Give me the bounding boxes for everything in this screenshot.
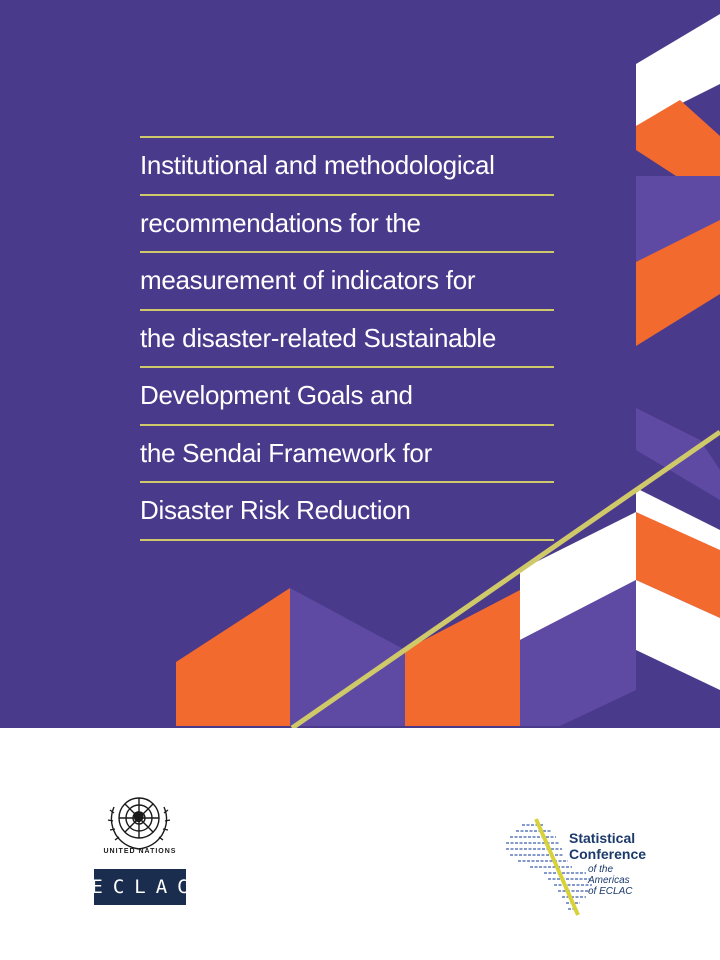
title-line: measurement of indicators for <box>140 265 476 296</box>
conference-subtitle <box>588 864 632 897</box>
conference-title-line: Statistical <box>569 830 636 846</box>
title-rule <box>140 539 554 541</box>
title-line: Institutional and methodological <box>140 150 495 181</box>
title-line: the disaster-related Sustainable <box>140 322 497 353</box>
lavender-block-left <box>290 588 405 726</box>
conference-subtitle-line: of ECLAC <box>588 886 633 897</box>
conference-subtitle-line: Americas <box>588 875 630 886</box>
conference-title-line: Conference <box>569 846 647 862</box>
united-nations-emblem-icon <box>106 789 172 851</box>
title-line: Disaster Risk Reduction <box>140 495 411 526</box>
lavender-stripe-middle <box>636 408 720 500</box>
orange-wedge-left <box>176 588 290 726</box>
title-block <box>140 136 554 541</box>
title-line: Development Goals and <box>140 380 413 411</box>
eclac-logo <box>91 869 199 905</box>
title-line: recommendations for the <box>140 207 421 238</box>
eclac-label: ECLAC <box>91 876 199 898</box>
conference-title <box>569 830 646 862</box>
united-nations-label: UNITED NATIONS <box>103 848 177 855</box>
conference-subtitle-line: of the <box>588 864 614 875</box>
title-line: the Sendai Framework for <box>140 437 432 468</box>
